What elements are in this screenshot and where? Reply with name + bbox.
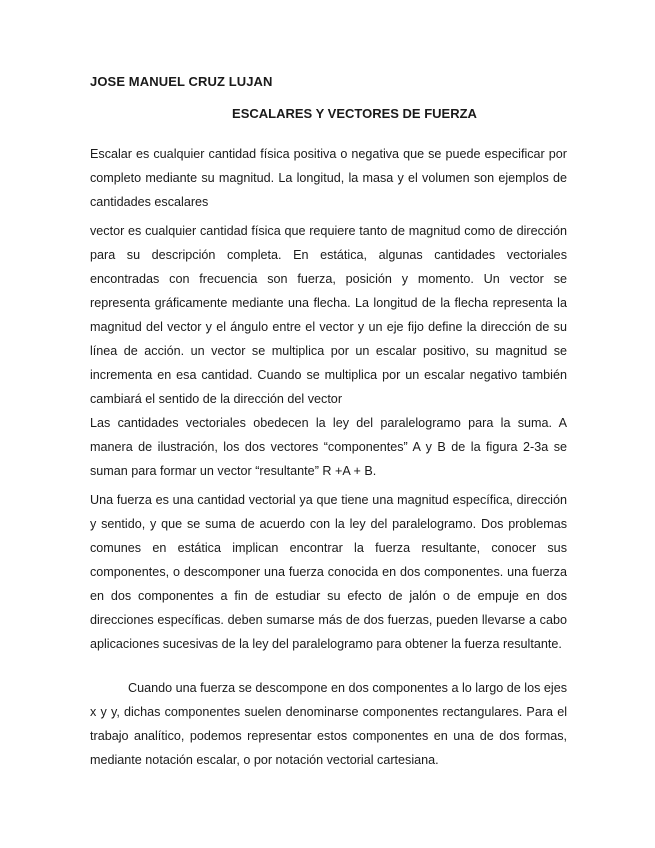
paragraph-parallelogram-law: Las cantidades vectoriales obedecen la ley del paralelogramo para la suma. A manera de ilustración, los dos vectores “componentes” A y B de la figura 2-3a se suman para formar un vector “resultante” R +A + B. <box>90 416 567 478</box>
paragraph-scalar-definition: Escalar es cualquier cantidad física positiva o negativa que se puede especificar por completo mediante su magnitud. La longitud, la masa y el volumen son ejemplos de cantidades escalares <box>90 147 567 209</box>
paragraph-vector-definition: vector es cualquier cantidad física que requiere tanto de magnitud como de dirección para su descripción completa. En estática, algunas cantidades vectoriales encontradas con frecuencia son fuerza, posición y momento. Un vector se representa gráficamente mediante una flecha. La longitud de la flecha representa la magnitud del vector y el ángulo entre el vector y un eje fijo define la dirección de su línea de acción. un vector se multiplica por un escalar positivo, su magnitud se incrementa en esa cantidad. Cuando se multiplica por un escalar negativo también cambiará el sentido de la dirección del vector <box>90 224 567 406</box>
author-name: JOSE MANUEL CRUZ LUJAN <box>90 74 273 89</box>
paragraph-rectangular-components: Cuando una fuerza se descompone en dos componentes a lo largo de los ejes x y y, dichas componentes suelen denominarse componentes rectangulares. Para el trabajo analítico, podemos representar estos componentes en una de dos formas, mediante notación escalar, o por notación vectorial cartesiana. <box>90 681 567 767</box>
document-title: ESCALARES Y VECTORES DE FUERZA <box>232 106 477 121</box>
paragraph-force-definition: Una fuerza es una cantidad vectorial ya que tiene una magnitud específica, dirección y sentido, y que se suma de acuerdo con la ley del paralelogramo. Dos problemas comunes en estática implican encontrar la fuerza resultante, conocer sus componentes, o descomponer una fuerza conocida en dos componentes. una fuerza en dos componentes a fin de estudiar su efecto de jalón o de empuje en dos direcciones específicas. deben sumarse más de dos fuerzas, pueden llevarse a cabo aplicaciones sucesivas de la ley del paralelogramo para obtener la fuerza resultante. <box>90 493 567 651</box>
